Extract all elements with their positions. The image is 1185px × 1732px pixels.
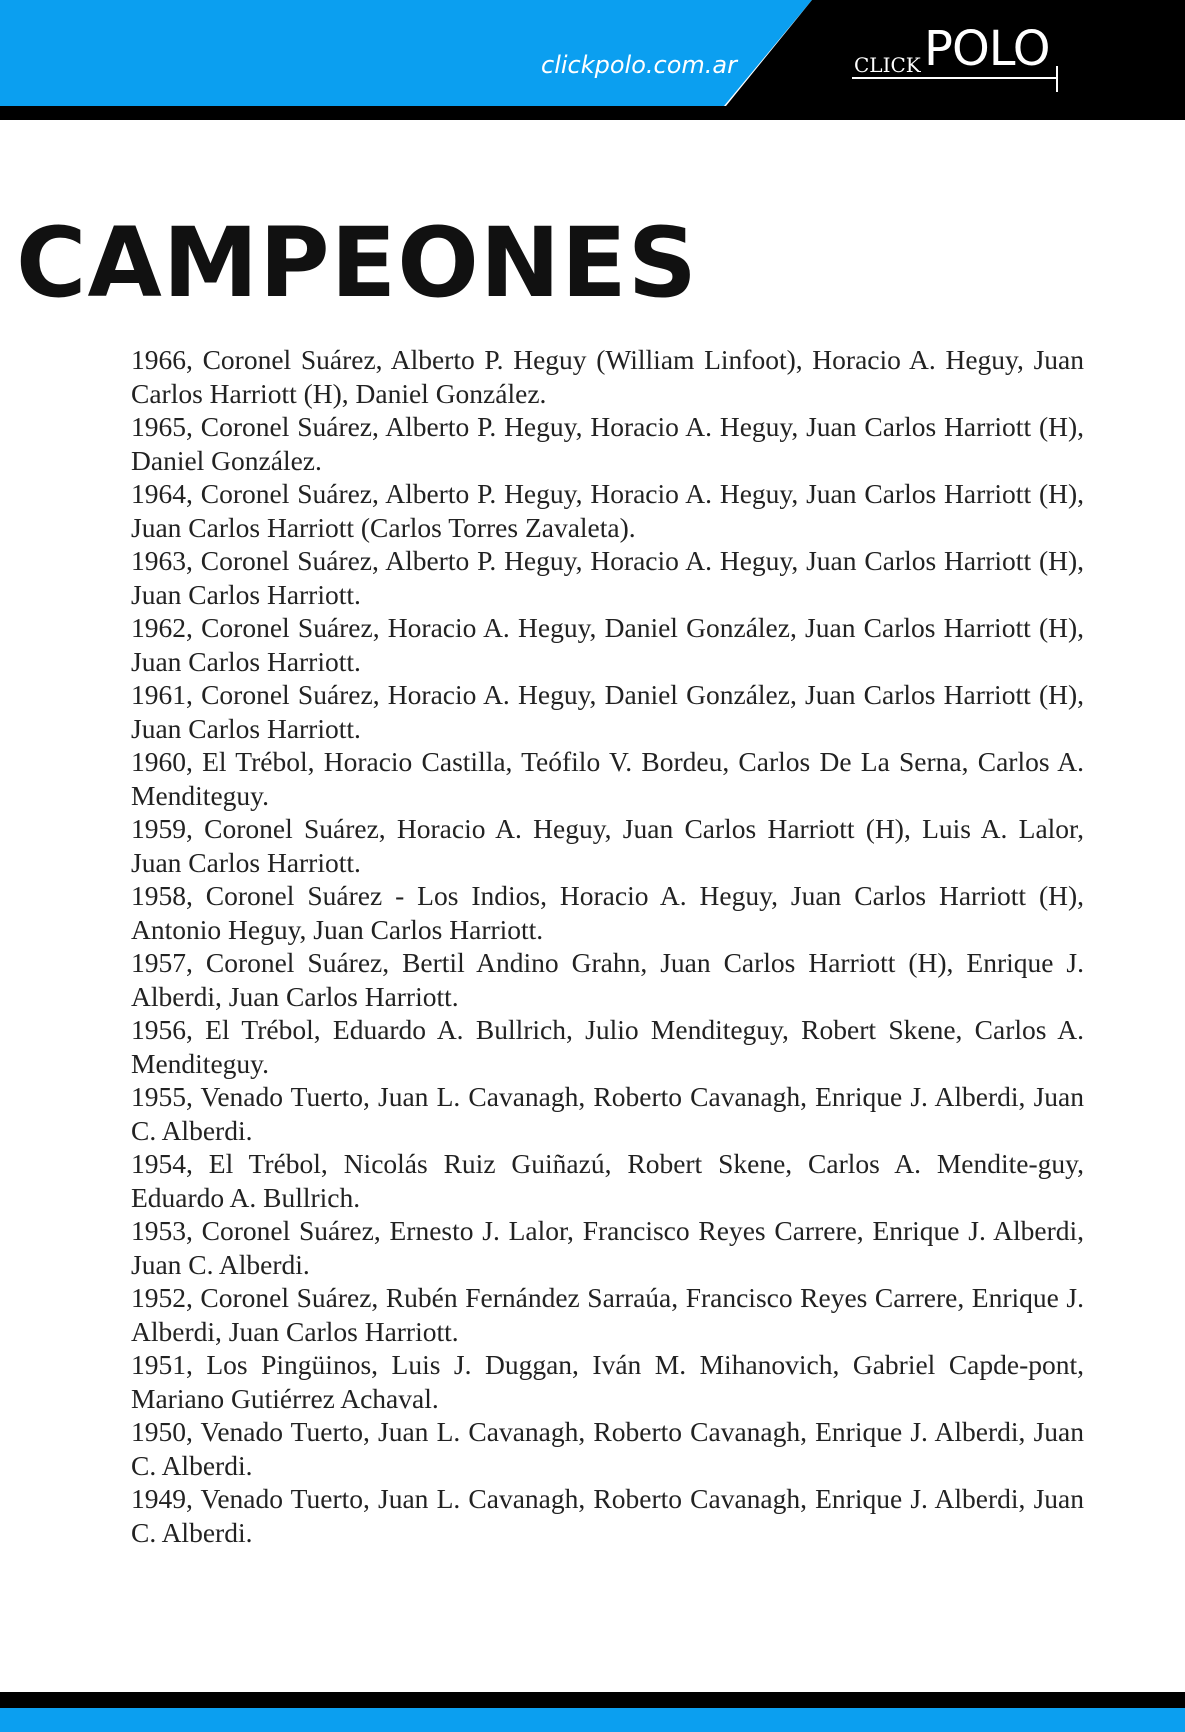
page-title: CAMPEONES bbox=[16, 207, 698, 319]
champion-entry-1962: 1962, Coronel Suárez, Horacio A. Heguy, Daniel González, Juan Carlos Harriott (H), Juan Carlos Harriott. bbox=[131, 612, 1084, 677]
champion-entry-1956: 1956, El Trébol, Eduardo A. Bullrich, Julio Menditeguy, Robert Skene, Carlos A. Menditeguy. bbox=[131, 1014, 1084, 1079]
logo-underline bbox=[852, 77, 1058, 79]
champion-entry-1965: 1965, Coronel Suárez, Alberto P. Heguy, Horacio A. Heguy, Juan Carlos Harriott (H), Daniel González. bbox=[131, 411, 1084, 476]
champion-entry-1953: 1953, Coronel Suárez, Ernesto J. Lalor, Francisco Reyes Carrere, Enrique J. Alberdi, Juan C. Alberdi. bbox=[131, 1215, 1084, 1280]
champion-entry-1958: 1958, Coronel Suárez - Los Indios, Horacio A. Heguy, Juan Carlos Harriott (H), Antonio Heguy, Juan Carlos Harriott. bbox=[131, 880, 1084, 945]
champion-entry-1949: 1949, Venado Tuerto, Juan L. Cavanagh, Roberto Cavanagh, Enrique J. Alberdi, Juan C. Alberdi. bbox=[131, 1483, 1084, 1548]
site-url-link[interactable]: clickpolo.com.ar bbox=[541, 51, 737, 79]
champion-entry-1957: 1957, Coronel Suárez, Bertil Andino Grahn, Juan Carlos Harriott (H), Enrique J. Alberdi, Juan Carlos Harriott. bbox=[131, 947, 1084, 1012]
champion-entry-1954: 1954, El Trébol, Nicolás Ruiz Guiñazú, Robert Skene, Carlos A. Mendite-guy, Eduardo A. Bullrich. bbox=[131, 1148, 1084, 1213]
logo-tick-mark bbox=[1056, 66, 1058, 92]
footer-blue-bar bbox=[0, 1708, 1185, 1732]
champion-entry-1959: 1959, Coronel Suárez, Horacio A. Heguy, Juan Carlos Harriott (H), Luis A. Lalor, Juan Carlos Harriott. bbox=[131, 813, 1084, 878]
footer-black-bar bbox=[0, 1692, 1185, 1708]
champion-entry-1955: 1955, Venado Tuerto, Juan L. Cavanagh, Roberto Cavanagh, Enrique J. Alberdi, Juan C. Alberdi. bbox=[131, 1081, 1084, 1146]
clickpolo-logo[interactable] bbox=[852, 22, 1062, 94]
champion-entry-1950: 1950, Venado Tuerto, Juan L. Cavanagh, Roberto Cavanagh, Enrique J. Alberdi, Juan C. Alberdi. bbox=[131, 1416, 1084, 1481]
champion-entry-1966: 1966, Coronel Suárez, Alberto P. Heguy (William Linfoot), Horacio A. Heguy, Juan Carlos Harriott (H), Daniel González. bbox=[131, 344, 1084, 409]
header-divider-bar bbox=[0, 106, 1185, 120]
champion-entry-1951: 1951, Los Pingüinos, Luis J. Duggan, Iván M. Mihanovich, Gabriel Capde-pont, Mariano Gutiérrez Achaval. bbox=[131, 1349, 1084, 1414]
champion-entry-1964: 1964, Coronel Suárez, Alberto P. Heguy, Horacio A. Heguy, Juan Carlos Harriott (H), Juan Carlos Harriott (Carlos Torres Zavaleta). bbox=[131, 478, 1084, 543]
logo-polo-text: POLO bbox=[924, 21, 1050, 77]
champion-entry-1952: 1952, Coronel Suárez, Rubén Fernández Sarraúa, Francisco Reyes Carrere, Enrique J. Alberdi, Juan Carlos Harriott. bbox=[131, 1282, 1084, 1347]
champions-list bbox=[131, 343, 1084, 1549]
champion-entry-1963: 1963, Coronel Suárez, Alberto P. Heguy, Horacio A. Heguy, Juan Carlos Harriott (H), Juan Carlos Harriott. bbox=[131, 545, 1084, 610]
champion-entry-1961: 1961, Coronel Suárez, Horacio A. Heguy, Daniel González, Juan Carlos Harriott (H), Juan Carlos Harriott. bbox=[131, 679, 1084, 744]
page-header bbox=[0, 0, 1185, 120]
champion-entry-1960: 1960, El Trébol, Horacio Castilla, Teófilo V. Bordeu, Carlos De La Serna, Carlos A. Menditeguy. bbox=[131, 746, 1084, 811]
logo-click-text: CLICK bbox=[854, 53, 921, 77]
